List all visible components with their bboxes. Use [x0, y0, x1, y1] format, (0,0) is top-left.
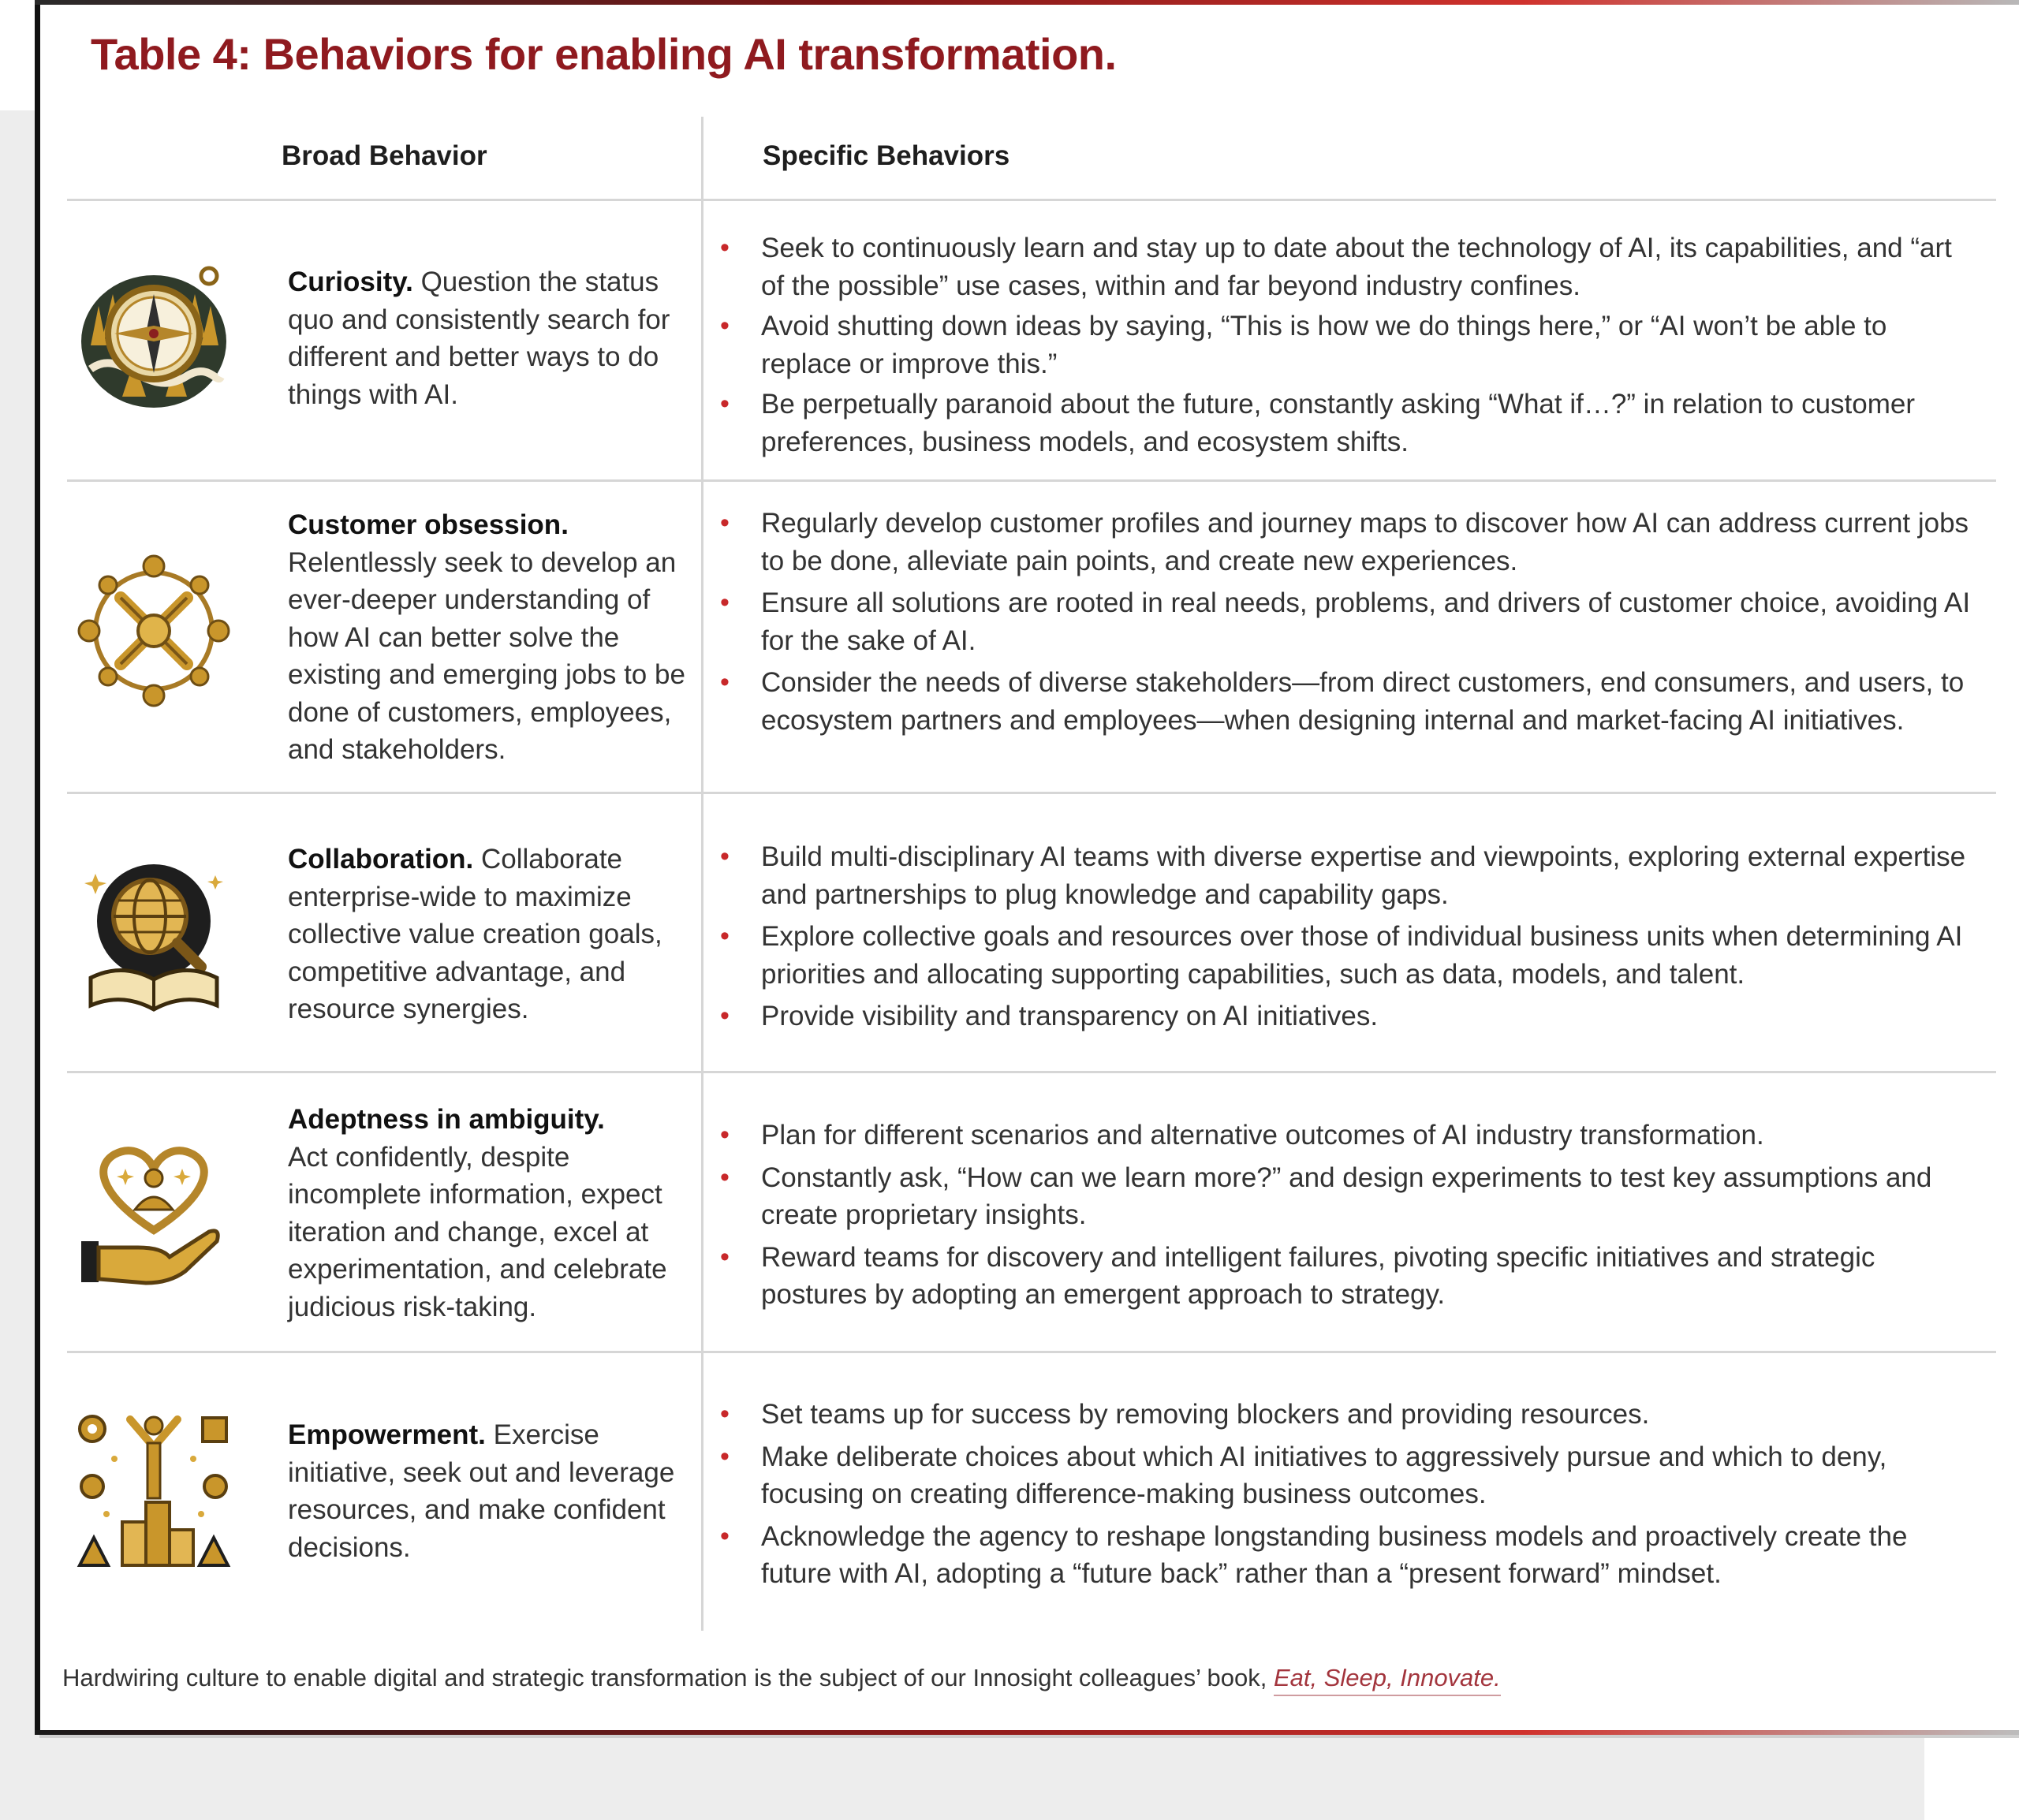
list-item: • Provide visibility and transparency on AI initiatives. [761, 998, 1976, 1035]
footer-text: Hardwiring culture to enable digital and strategic transformation is the subject of our Innosight colleagues’ book, [62, 1664, 1274, 1691]
row-divider [67, 1071, 1996, 1073]
behavior-description: Collaborate enterprise-wide to maximize collective value creation goals, competitive advantage, and resource synergies. [288, 844, 662, 1024]
behavior-name: Collaboration. [288, 844, 474, 875]
list-item: • Be perpetually paranoid about the future, constantly asking “What if…?” in relation to customer preferences, business models, and ecosystem shifts. [761, 386, 1976, 461]
list-item: • Reward teams for discovery and intelligent failures, pivoting specific initiatives and strategic postures by adopting an emergent approach to strategy. [761, 1239, 1976, 1314]
footer-note [62, 1664, 1501, 1692]
specific-behaviors-list [761, 838, 1976, 1037]
list-item: • Build multi-disciplinary AI teams with diverse expertise and viewpoints, exploring external expertise and partnerships to plug knowledge and capability gaps. [761, 838, 1976, 913]
column-divider [701, 117, 703, 1631]
row-divider [67, 1351, 1996, 1353]
behavior-description: Relentlessly seek to develop an ever-deeper understanding of how AI can better solve the existing and emerging jobs to be done of customers, employees, and stakeholders. [288, 546, 685, 765]
list-item: • Plan for different scenarios and alternative outcomes of AI industry transformation. [761, 1117, 1976, 1154]
specific-behaviors-list [761, 505, 1976, 740]
list-item: • Seek to continuously learn and stay up to date about the technology of AI, its capabilities, and “art of the possible” use cases, within and far beyond industry confines. [761, 229, 1976, 304]
list-item: • Make deliberate choices about which AI initiatives to aggressively pursue and which to deny, focusing on creating difference-making business outcomes. [761, 1438, 1976, 1513]
list-item: • Ensure all solutions are rooted in real needs, problems, and drivers of customer choice, avoiding AI for the sake of AI. [761, 584, 1976, 659]
specific-behaviors-list [761, 1396, 1976, 1594]
list-item: • Regularly develop customer profiles and journey maps to discover how AI can address current jobs to be done, alleviate pain points, and create new experiences. [761, 505, 1976, 580]
list-item: • Set teams up for success by removing blockers and providing resources. [761, 1396, 1976, 1434]
behavior-description: Exercise initiative, seek out and leverage resources, and make confident decisions. [288, 1419, 675, 1563]
specific-behaviors-list [761, 1117, 1976, 1315]
behavior-name: Adeptness in ambiguity. [288, 1104, 605, 1135]
page-title: Table 4: Behaviors for enabling AI transformation. [91, 29, 1117, 79]
behavior-name: Curiosity. [288, 267, 413, 297]
broad-behavior-text [288, 263, 690, 413]
list-item: • Explore collective goals and resources over those of individual business units when determining AI priorities and allocating supporting capabilities, such as data, models, and talent. [761, 918, 1976, 993]
header-broad-behavior: Broad Behavior [282, 140, 487, 171]
broad-behavior-text [288, 506, 690, 769]
row-divider [67, 479, 1996, 482]
book-link[interactable]: Eat, Sleep, Innovate. [1274, 1664, 1501, 1696]
broad-behavior-text [288, 1416, 690, 1566]
behavior-description: Act confidently, despite incomplete information, expect iteration and change, excel at experimentation, and celebrate judicious risk-taking. [288, 1141, 667, 1322]
broad-behavior-text [288, 1101, 690, 1326]
behavior-name: Empowerment. [288, 1419, 486, 1450]
header-specific-behaviors: Specific Behaviors [763, 140, 1010, 171]
header-divider [67, 199, 1996, 201]
list-item: • Avoid shutting down ideas by saying, “This is how we do things here,” or “AI won’t be able to replace or improve this.” [761, 308, 1976, 382]
specific-behaviors-list [761, 229, 1976, 462]
behavior-name: Customer obsession. [288, 509, 569, 540]
list-item: • Acknowledge the agency to reshape longstanding business models and proactively create the future with AI, adopting a “future back” rather than a “present forward” mindset. [761, 1518, 1976, 1593]
trophy-person-icon [75, 1412, 233, 1569]
heart-hand-icon [75, 1137, 233, 1295]
list-item: • Consider the needs of diverse stakeholders—from direct customers, end consumers, and users, to ecosystem partners and employees—when designing internal and market-facing AI initiatives. [761, 664, 1976, 739]
row-divider [67, 792, 1996, 794]
compass-icon [75, 259, 233, 416]
globe-book-icon [75, 860, 233, 1017]
list-item: • Constantly ask, “How can we learn more?” and design experiments to test key assumptions and create proprietary insights. [761, 1159, 1976, 1234]
people-network-icon [75, 552, 233, 710]
broad-behavior-text [288, 841, 690, 1028]
table-card [35, 0, 2019, 1735]
behavior-description: Question the status quo and consistently search for different and better ways to do things with AI. [288, 267, 670, 410]
